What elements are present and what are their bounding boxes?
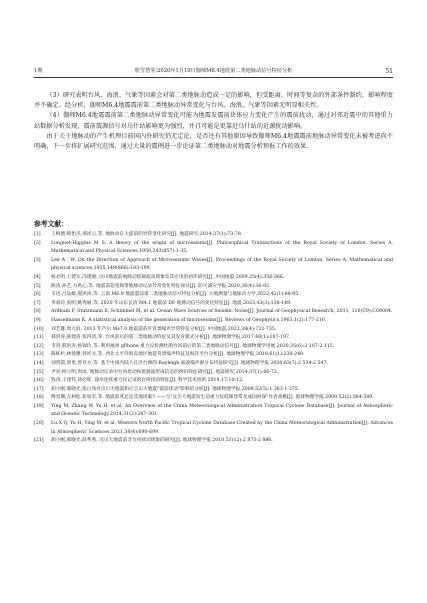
reference-text: Ying M, Zhang W, Yu H, et al. An Overview of the China Meteorological Administration Tropical Cyclone Database[J]. Journal of Atmospheric and Oceanic Technology,2014,31(2):287-301.: [51, 403, 393, 418]
reference-text: Hasselmann K. A statistical analysis of the generation of microseisms[J]. Reviews of Geophysics,1963,1(2):177-210.: [51, 317, 327, 323]
running-header: [34, 66, 393, 78]
conclusion-text: [34, 91, 393, 152]
reference-item: [34, 291, 393, 300]
reference-text: 胡小刚,郝晓光,张白凤对汶川大地震和后尘山大地震"震前扰动"影响的分析[J]. 地球物理学报,2009,52(5):1 363-1 375.: [51, 386, 300, 392]
reference-item: [34, 394, 393, 403]
reference-number: [1]: [34, 232, 41, 237]
page-number: 51: [385, 68, 393, 75]
reference-number: [9]: [34, 317, 41, 323]
reference-text: 王梅德,韩怡杰,邢祥云,等. 地脉动在大震前的异常变化研究[J]. 地震研究,2014,37(1):73-78.: [51, 232, 243, 237]
reference-number: [17]: [34, 386, 44, 392]
reference-text: 尹亮,杨立明,周成. 地脉动记录中台风扰动和低频波形成信息的辨识特征研究[J]. 地震研究,2014,37(1):66-72.: [51, 369, 279, 375]
reference-number: [6]: [34, 292, 41, 298]
reference-text: Lu X Q, Yu H, Ying M, et al. Western North Pacific Tropical Cyclone Database Created by the China Meteorological Administration[J]. Advances in Atmospheric Sciences,2021,38(4):690-699.: [51, 421, 393, 435]
reference-text: 胡小刚,郝晓光,薛秀秀. 汶川大地震前非台风扰动现象的研究[J]. 地球物理学报,2010,53(12):2 875-2 886.: [51, 438, 273, 444]
reference-number: [16]: [34, 378, 44, 384]
reference-item: [34, 317, 393, 326]
reference-number: [12]: [34, 343, 44, 349]
reference-item: [34, 240, 393, 257]
reference-number: [5]: [34, 283, 41, 289]
reference-item: [34, 283, 393, 292]
reference-number: [11]: [34, 335, 44, 341]
reference-number: [13]: [34, 352, 44, 358]
issue-label: 1期: [34, 68, 43, 74]
reference-text: 陈栋杉,林建渊,曾祥方,等. 西北太平洋海岛地区地震背景噪声特征及海洋平台分析[J]. 地球物理学报,2018,61(1):230-240.: [51, 352, 305, 358]
reference-item: [34, 334, 393, 343]
body-paragraph: （4）伽师M6.4地震震前第二类地脉动异常变化可能为地震发震前块体应力变化产生的震前扰动，通过对邻近震中的其他重力站数据分析发现，震前震源信号对乌什站影响更为强烈，并且可能是更靠近乌什站的近源扰动影响。: [34, 112, 393, 130]
reference-text: 钱涛,王建伟,徐必辉. 悬吊连续重力仪记录的台风扰动特征[J]. 科学技术创新,2019,17:10-12.: [51, 378, 244, 384]
reference-number: [20]: [34, 421, 44, 427]
reference-item: [34, 403, 393, 420]
reference-text: 熊涛,孙艺,方禹心,等. 地震前超宽频带地脉动记录异常变化特征探讨[J]. 防灾减灾学报,2020,36(4):36-92.: [51, 283, 271, 289]
reference-item: [34, 420, 393, 437]
running-title: 欣雪慧等:2020年1月19日伽师M6.4地震第二类地脉动信号特征分析: [134, 68, 293, 74]
reference-number: [14]: [34, 360, 44, 366]
reference-number: [15]: [34, 369, 44, 375]
reference-text: 李嘉玲,张明,姚秀丽,等. 2020 年山东长清 M4.1 地震前 DF 地脉动信号的变化特征[J]. 地震,2023,43(3):138-149.: [51, 300, 292, 306]
reference-text: 韦进,郝洪涛,杨锦玲,等. 利用福州 gPhone 重力仪检测杜鹃台风前后的第二类地脉动信号[J]. 地球物理学进展,2020,35(6):2 107-2 115.: [51, 343, 335, 349]
reference-number: [2]: [34, 240, 41, 246]
reference-item: [34, 300, 393, 309]
reference-item: [34, 257, 393, 274]
reference-item: [34, 308, 393, 317]
reference-item: [34, 351, 393, 360]
reference-item: [34, 326, 393, 335]
reference-number: [21]: [34, 438, 44, 444]
reference-number: [19]: [34, 403, 44, 409]
reference-item: [34, 274, 393, 283]
reference-item: [34, 343, 393, 352]
reference-item: [34, 437, 393, 446]
references-title: 参考文献：: [34, 220, 68, 228]
reference-item: [34, 377, 393, 386]
reference-text: 韦进,吕品姬,郝洪涛,等. 云南 M6.9 地震震前第二类地脉动信号特征分析[J]. 大地测量与地球动力学,2022,42(1):88-95.: [51, 292, 300, 298]
reference-number: [7]: [34, 300, 41, 306]
reference-text: Lee A . W. On the Direction of Approach of Microseismic Waves[J]. Proceedings of the Royal Society of London. Series A, Mathematical and physical sciences,1935,149(866):183-199.: [51, 257, 393, 272]
reference-text: 郝洪涛,韩建涛,张四清,等. 台风前后的第二类地脉动特征及其发育模式分析[J]. 地球物理学报,2017,60(1):187-197.: [51, 335, 291, 341]
reference-text: 刘贤霞,郭勇,曾祥方,等. 基于中国内陆大孔径台网的 Rayleigh 面波噪声源分布特征研究[J]. 地球物理学报,2020,63(7):2 534-2 547.: [51, 360, 328, 366]
reference-text: 杨必明,王建军,冯建刚. 汶川地震前地脉动低频波动现象及其应用的初步研究[J]. 中国地震,2009,25(4):356-366.: [51, 274, 285, 280]
reference-number: [3]: [34, 257, 41, 263]
reference-text: Longuet-Higgins M S. A theory of the origin of microseisms[J]. Philosophical Transactions of the Royal Society of London. Series A. Mathematical and Physical Sciences,1950,243(857):1-35.: [51, 240, 393, 255]
reference-text: Ardhuin F, Stutzmann E, Schimmel M, et al. Ocean Wave Sources of Seismic Noise[J]. Journal of Geophysical Research, 2011, 116(C9):C09004.: [51, 309, 393, 315]
reference-item: [34, 369, 393, 378]
reference-item: [34, 360, 393, 369]
reference-number: [18]: [34, 395, 44, 401]
reference-text: 刘艺雄,周元浪. 2013 年芦山 Ms7.0 地震震前区背景噪声异常特征分析[J]. 中国地震,2022,38(4):722-735.: [51, 326, 277, 332]
reference-item: [34, 231, 393, 240]
reference-number: [8]: [34, 309, 41, 315]
body-paragraph: 由于关于地脉动的产生机理目前国内外研究仍无定论，是否还有其他原因导致伽师M6.4地震震前地脉动异常变化未被考虑尚不明确，下一步将扩展研究范围，通过大量的震例进一步论证第二类地脉动对地震分析预报工作的效果。: [34, 132, 393, 151]
reference-item: [34, 386, 393, 395]
reference-list: [34, 231, 393, 446]
reference-text: 傅容珊,万柯松,崔加军,等. 地震前兆还是其他因素? ——与"汶川大地震发生前重力仪低频异常及成因初探"作者商榷[J]. 地球物理学报,2009,52(2):584-589.: [51, 395, 374, 401]
reference-number: [10]: [34, 326, 44, 332]
reference-number: [4]: [34, 274, 41, 280]
body-paragraph: （3）研究表明台风、海浪、气象等因素会对第二类地脉动造成一定的影响，但受距离、时间等复杂的外部条件制约，影响程度并不确定。经分析，伽师M6.4地震震前第二类地脉动异常变化与台风、海浪、气象等因素无明显相关性。: [34, 92, 393, 110]
